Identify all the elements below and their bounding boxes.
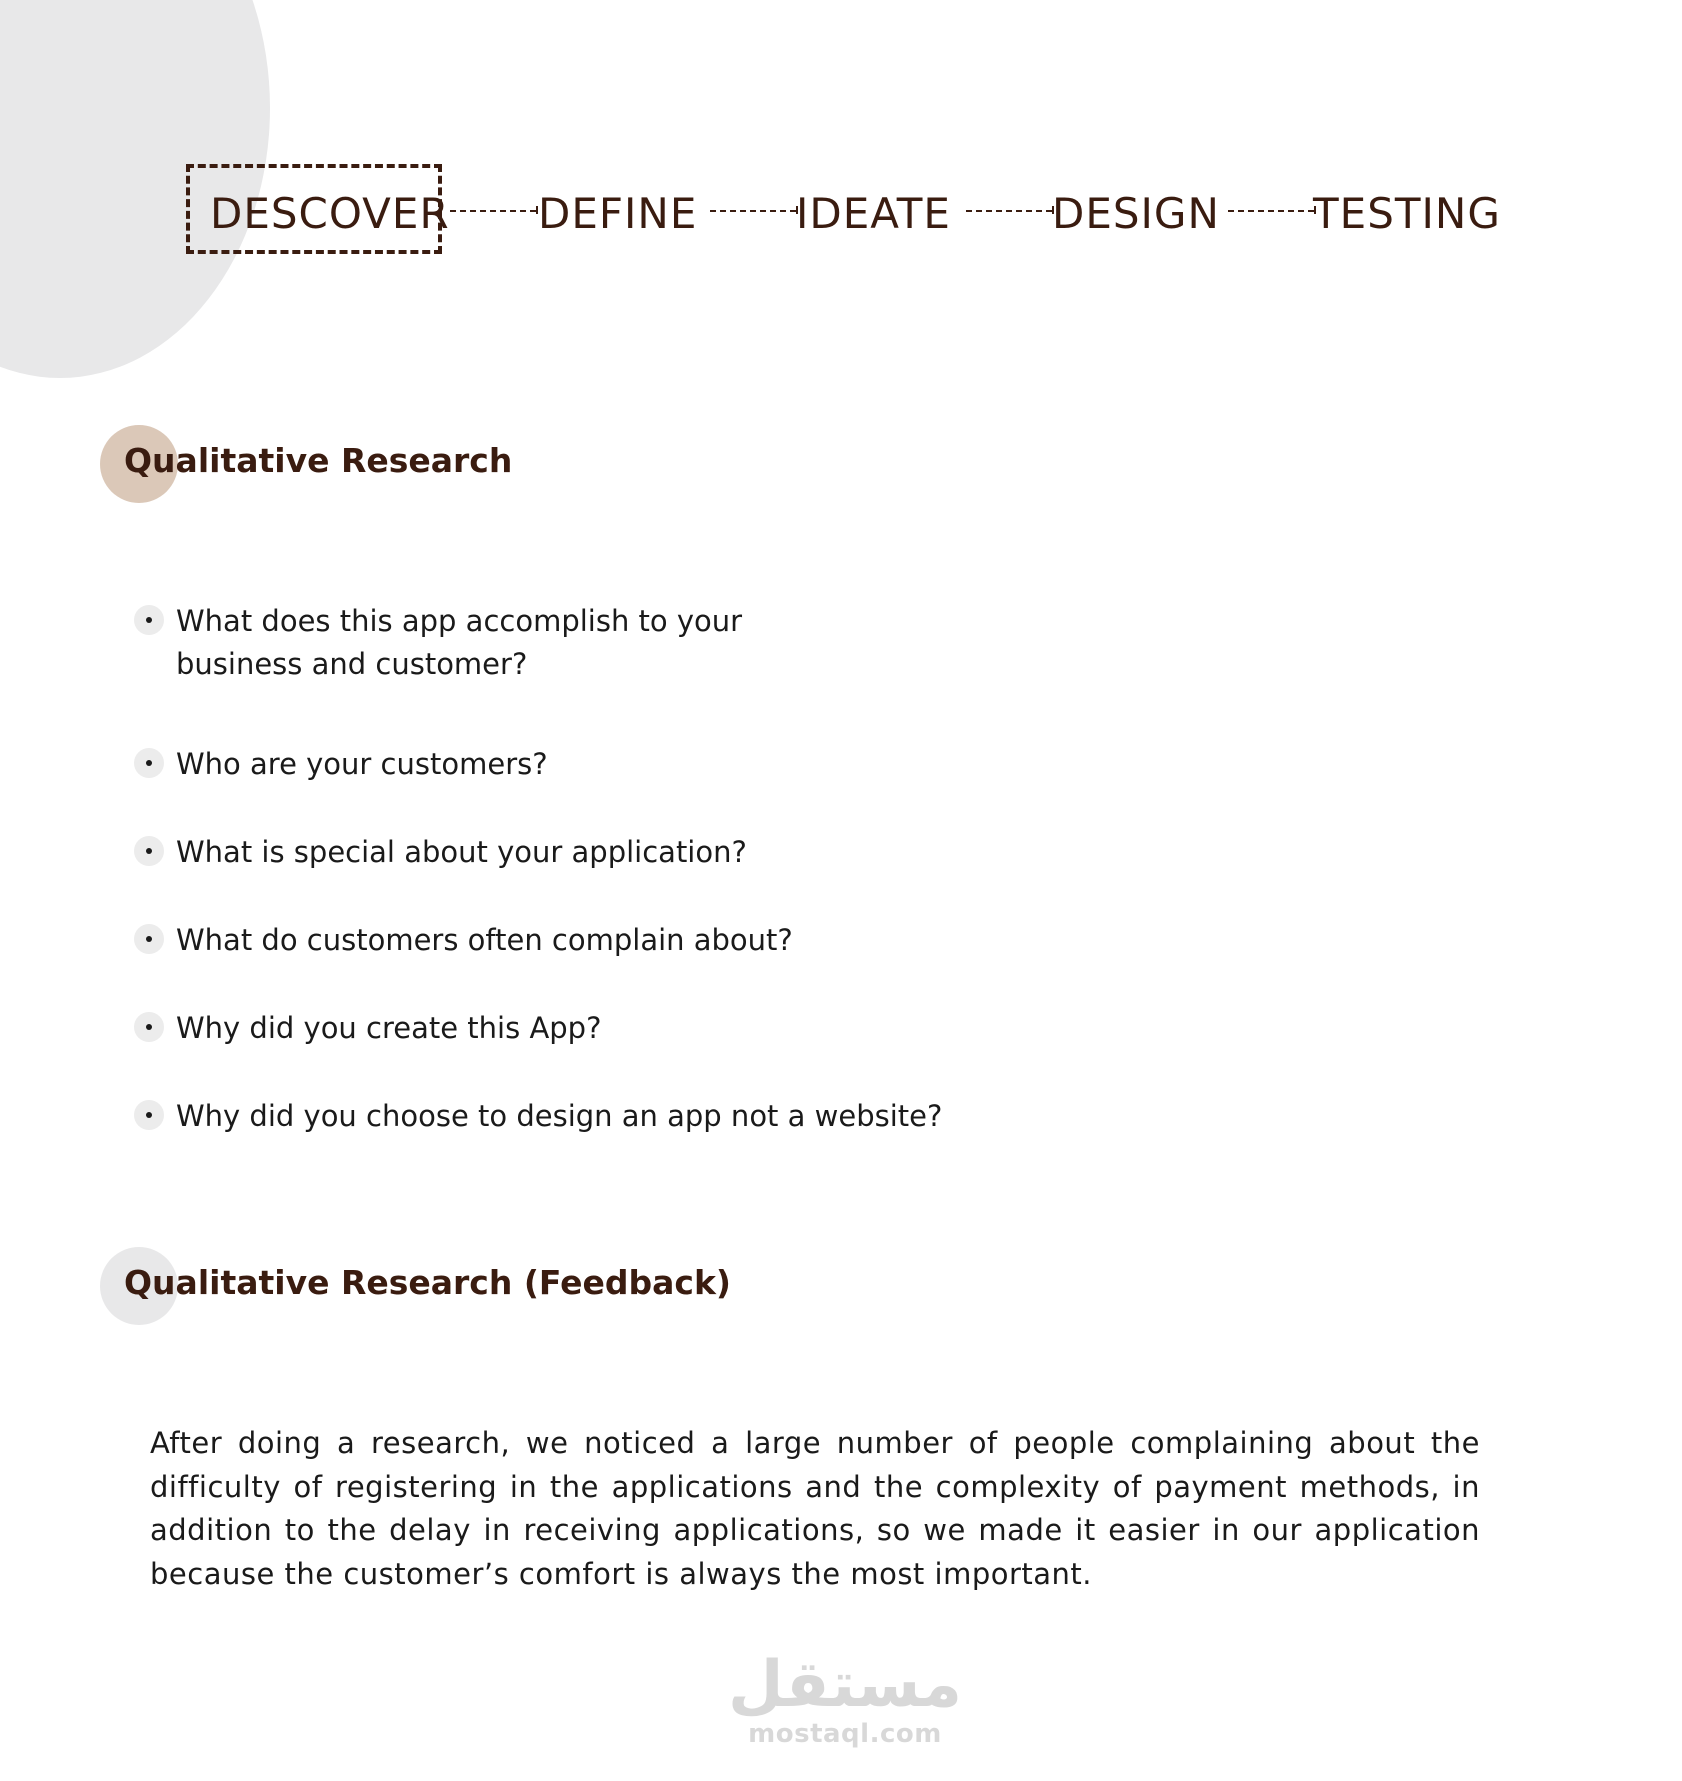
question-text: Why did you choose to design an app not a website? bbox=[176, 1099, 943, 1133]
step-connector bbox=[450, 210, 536, 212]
process-steps bbox=[0, 0, 1682, 300]
bullet-icon bbox=[134, 748, 164, 778]
step-connector bbox=[966, 210, 1052, 212]
question-text: Who are your customers? bbox=[176, 747, 548, 781]
watermark bbox=[700, 1650, 990, 1748]
watermark-url: mostaql.com bbox=[748, 1719, 942, 1749]
step-design: DESIGN bbox=[1052, 189, 1220, 238]
feedback-paragraph: After doing a research, we noticed a large number of people complaining about the difficulty of registering in the applications and the complexity of payment methods, in addition to the delay in receiving applications, so we made it easier in our application because the customer’s comfort is always the most important. bbox=[150, 1426, 1480, 1591]
bullet-icon bbox=[134, 924, 164, 954]
step-connector bbox=[710, 210, 796, 212]
section-title: Qualitative Research bbox=[124, 441, 513, 480]
question-text: Why did you create this App? bbox=[176, 1011, 602, 1045]
bullet-icon bbox=[134, 1012, 164, 1042]
question-text: What is special about your application? bbox=[176, 835, 747, 869]
question-text: What do customers often complain about? bbox=[176, 923, 793, 957]
step-ideate: IDEATE bbox=[796, 189, 951, 238]
watermark-logo-arabic: مستقل bbox=[727, 1648, 963, 1722]
step-testing: TESTING bbox=[1313, 189, 1501, 238]
step-connector bbox=[1228, 210, 1314, 212]
bullet-icon bbox=[134, 605, 164, 635]
question-text: What does this app accomplish to your business and customer? bbox=[176, 604, 743, 681]
bullet-icon bbox=[134, 836, 164, 866]
step-discover: DESCOVER bbox=[210, 189, 450, 238]
bullet-icon bbox=[134, 1100, 164, 1130]
step-define: DEFINE bbox=[538, 189, 698, 238]
section-title: Qualitative Research (Feedback) bbox=[124, 1263, 732, 1302]
